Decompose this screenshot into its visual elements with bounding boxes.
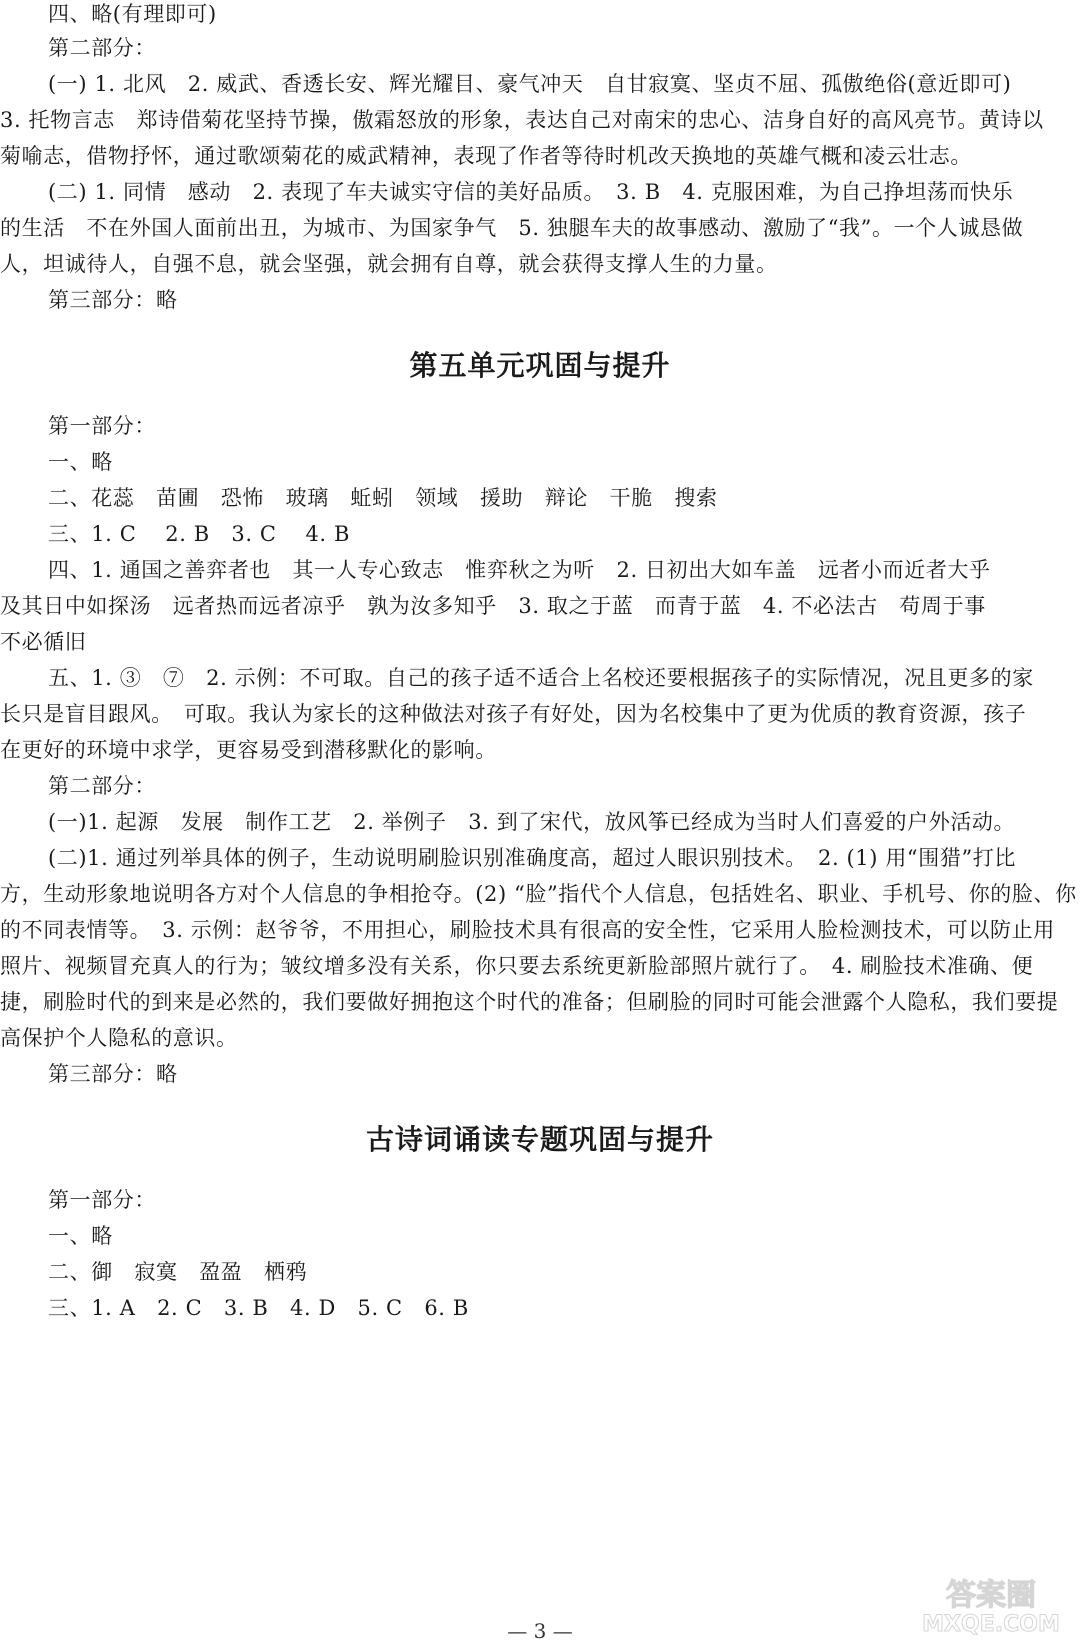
text-line: 高保护个人隐私的意识。 [0,1026,238,1050]
text-line: (二) 1. 同情 感动 2. 表现了车夫诚实守信的美好品质。 3. B 4. 克服困难，为自己挣坦荡而快乐 [48,180,1014,204]
text-line: 及其日中如探汤 远者热而远者凉乎 孰为汝多知乎 3. 取之于蓝 而青于蓝 4. 不必法古 苟周于事 [0,594,986,618]
text-line: 四、1. 通国之善弈者也 其一人专心致志 惟弈秋之为听 2. 日初出大如车盖 远者小而近者大乎 [48,558,991,582]
text-line: 菊喻志，借物抒怀，通过歌颂菊花的威武精神，表现了作者等待时机改天换地的英雄气概和凌云壮志。 [0,144,972,168]
text-line: 在更好的环境中求学，更容易受到潜移默化的影响。 [0,738,497,762]
text-line: 的不同表情等。 3. 示例：赵爷爷，不用担心，刷脸技术具有很高的安全性，它采用人脸检测技术，可以防止用 [0,918,1055,942]
text-line: 一、略 [48,1224,113,1248]
text-line: (一)1. 起源 发展 制作工艺 2. 举例子 3. 到了宋代，放风筝已经成为当时人们喜爱的户外活动。 [48,810,1016,834]
section-label: 第二部分： [48,36,156,60]
text-line: 二、花蕊 苗圃 恐怖 玻璃 蚯蚓 领域 援助 辩论 干脆 搜索 [48,486,718,510]
text-line: 二、御 寂寞 盈盈 栖鸦 [48,1260,308,1284]
section-label: 第一部分： [48,414,156,438]
section-label: 第一部分： [48,1188,156,1212]
text-line: 3. 托物言志 郑诗借菊花坚持节操，傲霜怒放的形象，表达自己对南宋的忠心、洁身自好的高风亮节。黄诗以 [0,108,1044,132]
section-label: 第二部分： [48,774,156,798]
text-line: 不必循旧 [0,630,87,654]
watermark-logo [909,1575,1074,1635]
section-heading: 第五单元巩固与提升 [409,349,671,382]
section-label: 第三部分：略 [48,288,178,312]
page-number: — 3 — [507,1619,573,1643]
text-line: 五、1. ③ ⑦ 2. 示例：不可取。自己的孩子适不适合上名校还要根据孩子的实际情况，况且更多的家 [48,666,1034,690]
text-line: 长只是盲目跟风。 可取。我认为家长的这种做法对孩子有好处，因为名校集中了更为优质的教育资源，孩子 [0,702,1027,726]
watermark-url: MXQE.COM [922,1612,1060,1635]
text-line: (一) 1. 北风 2. 威武、香透长安、辉光耀目、豪气冲天 自甘寂寞、坚贞不屈、孤傲绝俗(意近即可) [48,72,1012,96]
text-line: 方，生动形象地说明各方对个人信息的争相抢夺。(2) “脸”指代个人信息，包括姓名、职业、手机号、你的脸、你 [0,882,1077,906]
text-line: 三、1. C 2. B 3. C 4. B [48,522,350,546]
text-line: 一、略 [48,450,113,474]
section-heading: 古诗词诵读专题巩固与提升 [365,1123,714,1156]
text-line: 人，坦诚待人，自强不息，就会坚强，就会拥有自尊，就会获得支撑人生的力量。 [0,252,778,276]
text-line: 四、略(有理即可) [48,2,217,26]
text-line: 照片、视频冒充真人的行为；皱纹增多没有关系，你只要去系统更新脸部照片就行了。 4. 刷脸技术准确、便 [0,954,1034,978]
text-line: (二)1. 通过列举具体的例子，生动说明刷脸识别准确度高，超过人眼识别技术。 2. (1) 用“围猎”打比 [48,846,1016,870]
section-label: 第三部分：略 [48,1062,178,1086]
watermark-logo-text: 答案圈 [946,1578,1036,1613]
text-line: 捷，刷脸时代的到来是必然的，我们要做好拥抱这个时代的准备；但刷脸的同时可能会泄露个人隐私，我们要提 [0,990,1059,1014]
text-line: 三、1. A 2. C 3. B 4. D 5. C 6. B [48,1296,469,1320]
text-line: 的生活 不在外国人面前出丑，为城市、为国家争气 5. 独腿车夫的故事感动、激励了“我”。一个人诚恳做 [0,216,1024,240]
